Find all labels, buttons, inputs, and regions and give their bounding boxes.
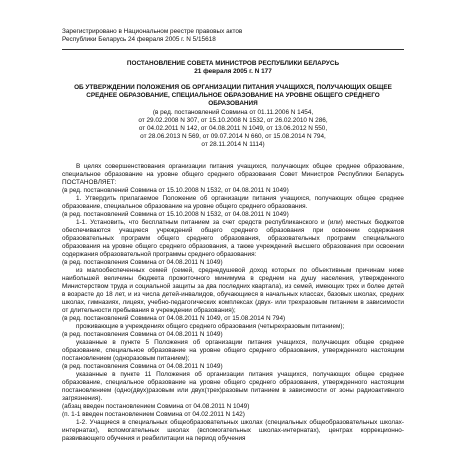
body-paragraph: из малообеспеченных семей (семей, среднедушевой доход которых по объективным причинам ниже наибольшей величины бюджета прожиточного минимума в среднем на душу населения, утвержденного Министерством труда и социальной защиты за два последних квартала), из семей, имеющих трех и более детей в возрасте до 18 лет, и из числа детей-инвалидов, обучающиеся в начальных классах, базовых школах, средних школах, гимназиях, лицеях, учебно-педагогических комплексах (двух- или трехразовым питанием в зависимости от длительности пребывания в учреждении образования); — [62, 267, 404, 314]
body-paragraph: (в ред. постановлений Совмина от 15.10.2008 N 1532, от 04.08.2011 N 1049) — [62, 187, 289, 194]
body-paragraph: 1-2. Учащиеся в специальных общеобразовательных школах (специальных общеобразовательных школах-интернатах), вспомогательных школах (вспомогательных школах-интернатах), центрах коррекционно-развивающего обучения и реабилитации на период обучения — [62, 419, 404, 442]
body-paragraph: В целях совершенствования организации питания учащихся, получающих общее среднее образование, специальное образование на уровне общего среднего образования Совет Министров Республики Беларусь ПОСТАНОВЛЯЕТ: — [62, 163, 404, 186]
body-paragraph: указанные в пункте 5 Положения об организации питания учащихся, получающих общее среднее образование, специальное образование на уровне общего среднего образования, утвержденного настоящим постановлением (одноразовым питанием); — [62, 339, 404, 362]
body-paragraph: указанные в пункте 11 Положения об организации питания учащихся, получающих общее среднее образование, специальное образование на уровне общего среднего образования, утвержденного настоящим постановлением (одно(двух)разовым или двух(трех)разовым питанием в зависимости от зоны радиоактивного загрязнения). — [62, 371, 404, 402]
body-paragraph: (в ред. постановлений Совмина от 04.08.2011 N 1049, от 15.08.2014 N 794) — [62, 315, 286, 322]
amendment-line: (в ред. постановлений Совмина от 01.11.2006 N 1454, — [152, 109, 314, 116]
registry-note — [62, 28, 404, 44]
document-body — [62, 163, 404, 443]
document-title: ОБ УТВЕРЖДЕНИИ ПОЛОЖЕНИЯ ОБ ОРГАНИЗАЦИИ ПИТАНИЯ УЧАЩИХСЯ, ПОЛУЧАЮЩИХ ОБЩЕЕ СРЕДНЕЕ ОБРАЗОВАНИЕ, СПЕЦИАЛЬНОЕ ОБРАЗОВАНИЕ НА УРОВНЕ ОБЩЕГО СРЕДНЕГО ОБРАЗОВАНИЯ — [74, 84, 392, 107]
amendment-line: от 28.11.2014 N 1114) — [201, 141, 265, 148]
body-paragraph: (в ред. постановления Совмина от 04.08.2011 N 1049) — [62, 259, 223, 266]
divider — [62, 49, 404, 50]
amendment-line: от 04.02.2011 N 142, от 04.08.2011 N 1049, от 13.06.2012 N 550, — [138, 125, 328, 132]
body-paragraph: 1. Утвердить прилагаемое Положение об организации питания учащихся, получающих общее среднее образование, специальное образование на уровне общего среднего образования. — [62, 195, 404, 210]
amendment-line: от 28.06.2013 N 569, от 09.07.2014 N 660, от 15.08.2014 N 794, — [140, 133, 326, 140]
body-paragraph: (абзац введен постановлением Совмина от 04.08.2011 N 1049) — [62, 403, 250, 410]
body-paragraph: (п. 1-1 введен постановлением Совмина от 04.02.2011 N 142) — [62, 411, 245, 418]
body-paragraph: 1-1. Установить, что бесплатным питанием за счет средств республиканского и (или) местных бюджетов обеспечиваются учащиеся учреждений общего среднего образования при освоении содержания образовательных программ общего среднего образования, образовательных программ специального образования на уровне общего среднего образования, а также учреждений высшего образования при освоении содержания образовательной программы среднего образования: — [62, 219, 404, 258]
registry-line: Зарегистрировано в Национальном реестре правовых актов — [62, 28, 243, 35]
body-paragraph: (в ред. постановлений Совмина от 15.10.2008 N 1532, от 04.08.2011 N 1049) — [62, 211, 289, 218]
resolution-date: 21 февраля 2005 г. N 177 — [194, 68, 272, 75]
amendment-line: от 29.02.2008 N 307, от 15.10.2008 N 1532, от 26.02.2010 N 286, — [138, 117, 328, 124]
resolution-issuer: ПОСТАНОВЛЕНИЕ СОВЕТА МИНИСТРОВ РЕСПУБЛИКИ БЕЛАРУСЬ — [126, 60, 340, 67]
registry-line: Республики Беларусь 24 февраля 2005 г. N 5/15618 — [62, 36, 216, 43]
body-paragraph: проживающие в учреждениях общего среднего образования (четырехразовым питанием); — [76, 323, 345, 330]
body-paragraph: (в ред. постановления Совмина от 04.08.2011 N 1049) — [62, 363, 223, 370]
body-paragraph: (в ред. постановления Совмина от 04.08.2011 N 1049) — [62, 331, 223, 338]
resolution-header — [62, 60, 404, 76]
amendments-list — [62, 109, 404, 149]
